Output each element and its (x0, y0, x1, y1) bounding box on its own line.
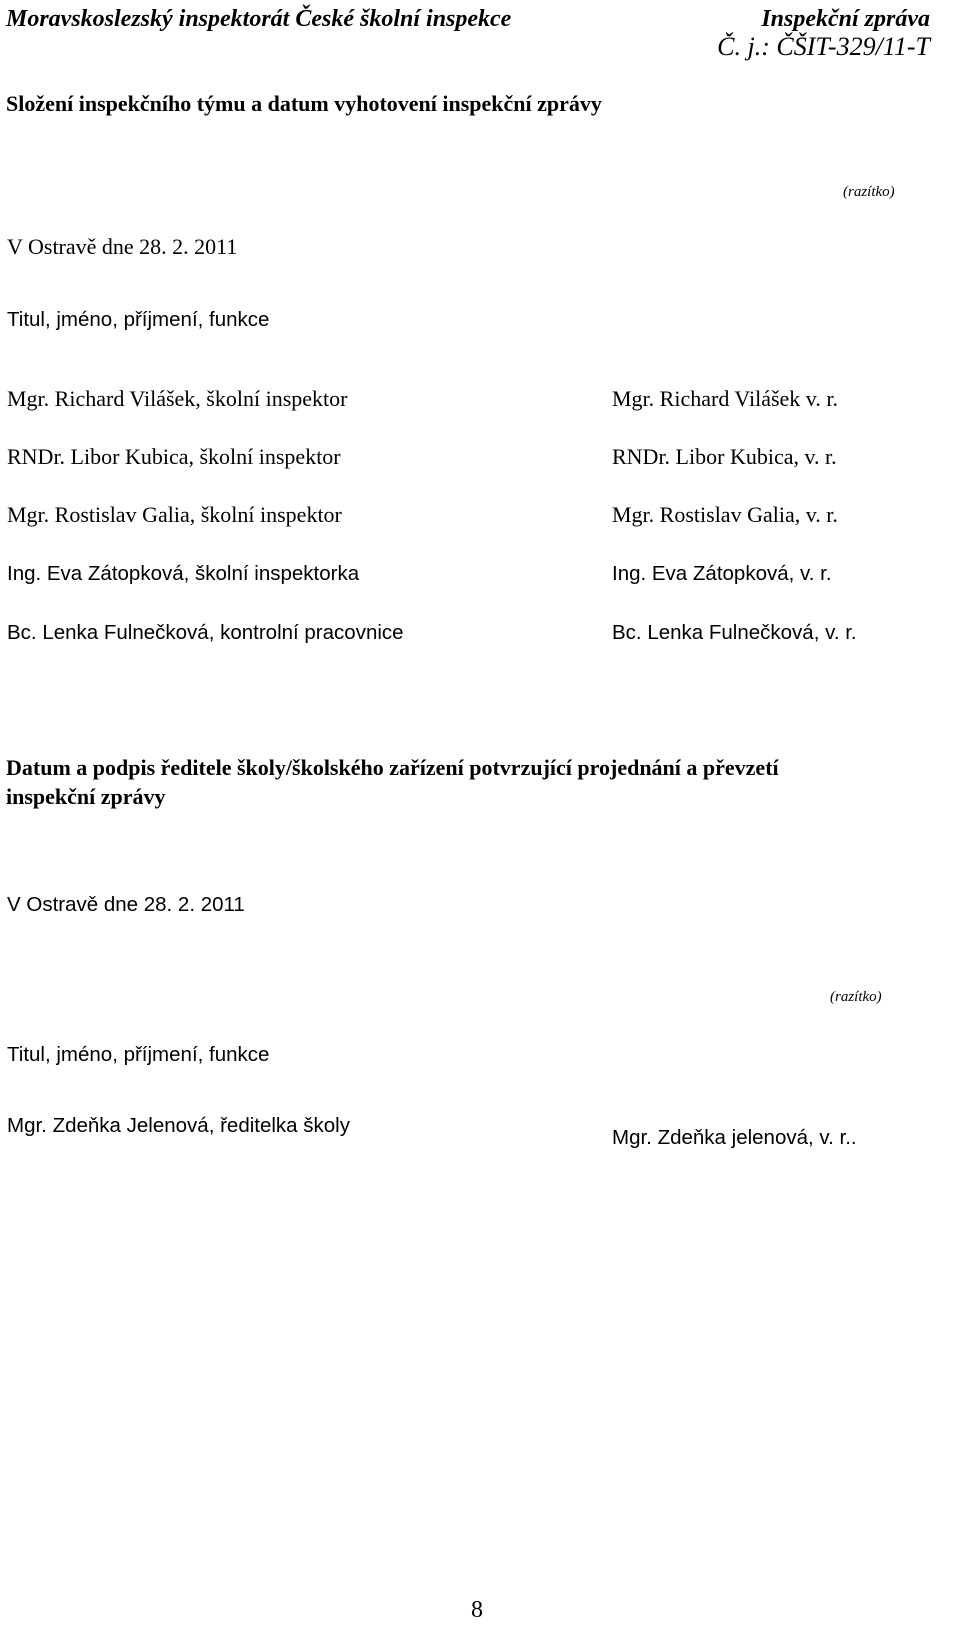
member-name-function: Mgr. Rostislav Galia, školní inspektor (7, 502, 342, 527)
team-place-date: V Ostravě dne 28. 2. 2011 (7, 234, 238, 259)
director-stamp-label: (razítko) (830, 989, 882, 1005)
member-name-function: Mgr. Richard Vilášek, školní inspektor (7, 386, 348, 411)
header-doc-type: Inspekční zpráva (761, 6, 930, 32)
member-signature: Bc. Lenka Fulnečková, v. r. (612, 621, 857, 644)
header-reference: Č. j.: ČŠIT-329/11-T (717, 32, 930, 61)
member-name-function: Bc. Lenka Fulnečková, kontrolní pracovnice (7, 621, 404, 644)
director-name-function: Mgr. Zdeňka Jelenová, ředitelka školy (7, 1114, 350, 1137)
director-signature: Mgr. Zdeňka jelenová, v. r.. (612, 1126, 857, 1149)
member-signature: RNDr. Libor Kubica, v. r. (612, 444, 837, 469)
member-name-function: Ing. Eva Zátopková, školní inspektorka (7, 562, 360, 585)
team-section-heading: Složení inspekčního týmu a datum vyhotovení inspekční zprávy (6, 91, 602, 116)
header-organization: Moravskoslezský inspektorát České školní inspekce (6, 6, 512, 32)
director-column-label: Titul, jméno, příjmení, funkce (7, 1043, 270, 1066)
team-stamp-label: (razítko) (843, 184, 895, 200)
director-section-heading-line1: Datum a podpis ředitele školy/školského zařízení potvrzující projednání a převzetí (6, 755, 779, 780)
member-name-function: RNDr. Libor Kubica, školní inspektor (7, 444, 341, 469)
page-number: 8 (471, 1597, 483, 1623)
director-place-date: V Ostravě dne 28. 2. 2011 (7, 893, 245, 916)
member-signature: Mgr. Rostislav Galia, v. r. (612, 502, 838, 527)
member-signature: Ing. Eva Zátopková, v. r. (612, 562, 832, 585)
team-column-label: Titul, jméno, příjmení, funkce (7, 308, 270, 331)
director-section-heading-line2: inspekční zprávy (6, 784, 166, 809)
member-signature: Mgr. Richard Vilášek v. r. (612, 386, 838, 411)
